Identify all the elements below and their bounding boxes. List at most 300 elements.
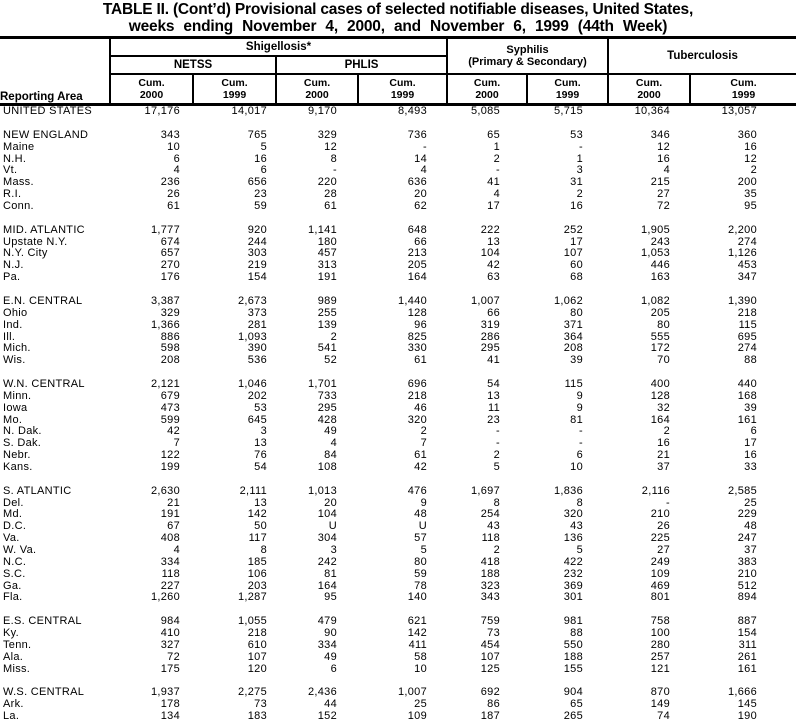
reporting-area-cell: MID. ATLANTIC bbox=[3, 224, 85, 236]
value-cell: 411 bbox=[408, 639, 427, 651]
value-cell: 208 bbox=[160, 355, 180, 367]
value-cell: 257 bbox=[650, 651, 671, 663]
value-cell: 61 bbox=[414, 450, 427, 462]
value-cell: 121 bbox=[650, 663, 671, 675]
value-cell: - bbox=[496, 438, 500, 450]
value-cell: 1 bbox=[493, 141, 500, 153]
reporting-area-cell: Ind. bbox=[3, 319, 23, 331]
value-cell: 6 bbox=[260, 165, 267, 177]
value-cell: 12 bbox=[324, 141, 337, 153]
value-cell: 218 bbox=[247, 628, 267, 640]
value-cell: 7 bbox=[173, 438, 180, 450]
reporting-area-cell: Tenn. bbox=[3, 639, 32, 651]
value-cell: 142 bbox=[407, 628, 427, 640]
value-cell: - bbox=[496, 426, 500, 438]
value-cell: 555 bbox=[650, 331, 671, 343]
value-cell: 656 bbox=[247, 177, 267, 189]
value-cell: 9 bbox=[420, 497, 427, 509]
value-cell: 304 bbox=[317, 533, 337, 545]
value-cell: 142 bbox=[247, 509, 267, 521]
value-cell: 280 bbox=[650, 639, 671, 651]
reporting-area-cell: E.N. CENTRAL bbox=[3, 295, 83, 307]
reporting-area-cell: W.S. CENTRAL bbox=[3, 687, 85, 699]
value-cell: 161 bbox=[737, 663, 758, 675]
value-cell: 346 bbox=[650, 129, 671, 141]
value-cell: 16 bbox=[744, 141, 758, 153]
value-cell: 334 bbox=[317, 639, 337, 651]
table-row bbox=[0, 154, 796, 166]
value-cell: 17 bbox=[744, 438, 758, 450]
value-cell: 3 bbox=[576, 165, 584, 177]
value-cell: 247 bbox=[737, 533, 758, 545]
table-row bbox=[0, 260, 796, 272]
value-cell: 2 bbox=[420, 426, 427, 438]
reporting-area-cell: Iowa bbox=[3, 402, 28, 414]
value-cell: 218 bbox=[407, 390, 427, 402]
value-cell: 2 bbox=[330, 331, 337, 343]
value-cell: 42 bbox=[487, 260, 500, 272]
value-cell: 313 bbox=[317, 260, 337, 272]
cum-year-header-1: Cum. 2000 bbox=[110, 74, 193, 105]
table-row bbox=[0, 545, 796, 557]
value-cell: 149 bbox=[650, 699, 671, 711]
table-row bbox=[0, 628, 796, 640]
value-cell: 10,364 bbox=[634, 105, 671, 117]
value-cell: 1,013 bbox=[307, 485, 337, 497]
value-cell: U bbox=[328, 521, 337, 533]
value-cell: 270 bbox=[160, 260, 180, 272]
value-cell: 188 bbox=[563, 651, 584, 663]
value-cell: 2,673 bbox=[237, 295, 267, 307]
value-cell: 920 bbox=[247, 224, 267, 236]
value-cell: 16 bbox=[744, 450, 758, 462]
table-row bbox=[0, 248, 796, 260]
value-cell: 758 bbox=[650, 616, 671, 628]
value-cell: 989 bbox=[317, 295, 337, 307]
reporting-area-cell: Ill. bbox=[3, 331, 16, 343]
value-cell: 2 bbox=[750, 165, 758, 177]
table-row bbox=[0, 355, 796, 367]
value-cell: 1,260 bbox=[150, 592, 180, 604]
value-cell: 5 bbox=[420, 545, 427, 556]
value-cell: 152 bbox=[317, 711, 337, 723]
value-cell: 205 bbox=[650, 307, 671, 319]
value-cell: 128 bbox=[650, 390, 671, 402]
value-cell: 73 bbox=[487, 628, 500, 640]
value-cell: 37 bbox=[657, 461, 671, 473]
reporting-area-cell: Del. bbox=[3, 497, 24, 509]
value-cell: 222 bbox=[480, 224, 500, 236]
value-cell: 210 bbox=[650, 509, 671, 521]
section-gap bbox=[0, 604, 796, 616]
value-cell: 25 bbox=[744, 497, 758, 509]
reporting-area-cell: S. Dak. bbox=[3, 438, 42, 450]
value-cell: 2,121 bbox=[150, 379, 180, 391]
value-cell: 229 bbox=[737, 509, 758, 521]
value-cell: 8 bbox=[330, 153, 337, 165]
table-row bbox=[0, 652, 796, 664]
value-cell: 67 bbox=[167, 521, 180, 533]
value-cell: 9 bbox=[576, 402, 584, 414]
value-cell: 981 bbox=[563, 616, 584, 628]
value-cell: 199 bbox=[160, 461, 180, 473]
value-cell: 4 bbox=[330, 438, 337, 450]
value-cell: 4 bbox=[663, 165, 671, 177]
page-title-line2: weeks ending November 4, 2000, and November 6, 1999 (44th Week) bbox=[128, 18, 668, 35]
syphilis-label-line1: Syphilis bbox=[506, 43, 549, 56]
value-cell: 33 bbox=[744, 461, 758, 473]
value-cell: 80 bbox=[414, 556, 427, 568]
value-cell: 21 bbox=[657, 450, 671, 462]
reporting-area-header: Reporting Area bbox=[0, 38, 110, 105]
reporting-area-cell: N.Y. City bbox=[3, 248, 48, 260]
value-cell: 41 bbox=[487, 355, 500, 367]
table-row bbox=[0, 581, 796, 593]
value-cell: 536 bbox=[247, 355, 267, 367]
value-cell: 21 bbox=[167, 497, 180, 509]
value-cell: 2,200 bbox=[727, 224, 758, 236]
value-cell: 7 bbox=[420, 438, 427, 450]
value-cell: 20 bbox=[414, 189, 427, 201]
value-cell: 1,697 bbox=[470, 485, 500, 497]
value-cell: 733 bbox=[317, 390, 337, 402]
value-cell: 122 bbox=[160, 450, 180, 462]
value-cell: 320 bbox=[563, 509, 584, 521]
value-cell: 1,093 bbox=[237, 331, 267, 343]
value-cell: 107 bbox=[480, 651, 500, 663]
value-cell: 1,007 bbox=[470, 295, 500, 307]
value-cell: 96 bbox=[414, 319, 427, 331]
value-cell: 454 bbox=[480, 639, 500, 651]
value-cell: - bbox=[666, 497, 671, 509]
reporting-area-cell: Ala. bbox=[3, 651, 24, 663]
value-cell: 8 bbox=[493, 497, 500, 509]
page-title bbox=[0, 0, 796, 35]
value-cell: - bbox=[579, 426, 584, 438]
value-cell: 118 bbox=[161, 568, 180, 580]
value-cell: 295 bbox=[317, 402, 337, 414]
value-cell: 35 bbox=[744, 189, 758, 201]
value-cell: 61 bbox=[167, 200, 180, 212]
value-cell: 43 bbox=[487, 521, 500, 533]
table-row bbox=[0, 165, 796, 177]
value-cell: 72 bbox=[657, 200, 671, 212]
reporting-area-cell: Ga. bbox=[3, 580, 22, 592]
value-cell: 215 bbox=[650, 177, 671, 189]
value-cell: 2,630 bbox=[150, 485, 180, 497]
value-cell: 327 bbox=[160, 639, 180, 651]
value-cell: 95 bbox=[324, 592, 337, 604]
cum-year-header-8: Cum. 1999 bbox=[690, 74, 796, 105]
value-cell: 232 bbox=[563, 568, 584, 580]
table-row bbox=[0, 711, 796, 723]
value-cell: 1,062 bbox=[553, 295, 584, 307]
value-cell: - bbox=[333, 165, 337, 177]
value-cell: 2,111 bbox=[239, 485, 267, 497]
value-cell: 319 bbox=[480, 319, 500, 331]
value-cell: 440 bbox=[737, 379, 758, 391]
value-cell: 1,666 bbox=[727, 687, 758, 699]
value-cell: 42 bbox=[414, 461, 427, 473]
value-cell: 1,905 bbox=[640, 224, 671, 236]
value-cell: - bbox=[496, 165, 500, 177]
value-cell: 2 bbox=[493, 450, 500, 462]
value-cell: 4 bbox=[420, 165, 427, 177]
value-cell: 2,275 bbox=[237, 687, 267, 699]
value-cell: 2,116 bbox=[641, 485, 671, 497]
value-cell: 512 bbox=[737, 580, 758, 592]
value-cell: 736 bbox=[407, 129, 427, 141]
cum-year-header-4: Cum. 1999 bbox=[358, 74, 447, 105]
value-cell: 210 bbox=[737, 568, 758, 580]
value-cell: 323 bbox=[480, 580, 500, 592]
value-cell: 200 bbox=[737, 177, 758, 189]
tuberculosis-group-header: Tuberculosis bbox=[608, 38, 796, 75]
section-gap bbox=[0, 118, 796, 130]
reporting-area-cell: La. bbox=[3, 711, 20, 723]
reporting-area-cell: W. Va. bbox=[3, 545, 37, 556]
table-row bbox=[0, 498, 796, 510]
value-cell: 422 bbox=[563, 556, 584, 568]
table-row bbox=[0, 533, 796, 545]
value-cell: 2 bbox=[663, 426, 671, 438]
value-cell: 9 bbox=[576, 390, 584, 402]
table-row bbox=[0, 391, 796, 403]
reporting-area-cell: Conn. bbox=[3, 200, 34, 212]
value-cell: 203 bbox=[247, 580, 267, 592]
value-cell: 60 bbox=[570, 260, 584, 272]
value-cell: 68 bbox=[570, 272, 584, 284]
value-cell: 20 bbox=[324, 497, 337, 509]
table-row bbox=[0, 687, 796, 699]
value-cell: 1,390 bbox=[727, 295, 758, 307]
value-cell: 225 bbox=[650, 533, 671, 545]
table-row bbox=[0, 450, 796, 462]
value-cell: 164 bbox=[407, 272, 427, 284]
reporting-area-cell: NEW ENGLAND bbox=[3, 129, 89, 141]
value-cell: - bbox=[423, 141, 427, 153]
value-cell: 16 bbox=[657, 153, 671, 165]
value-cell: 254 bbox=[480, 509, 500, 521]
value-cell: 117 bbox=[248, 533, 267, 545]
reporting-area-cell: Fla. bbox=[3, 592, 23, 604]
value-cell: 303 bbox=[247, 248, 267, 260]
value-cell: 74 bbox=[657, 711, 671, 723]
value-cell: 2,585 bbox=[727, 485, 758, 497]
value-cell: 28 bbox=[324, 189, 337, 201]
value-cell: 610 bbox=[247, 639, 267, 651]
value-cell: 63 bbox=[487, 272, 500, 284]
value-cell: 904 bbox=[563, 687, 584, 699]
value-cell: 26 bbox=[167, 189, 180, 201]
value-cell: 2 bbox=[576, 189, 584, 201]
value-cell: 894 bbox=[737, 592, 758, 604]
value-cell: 26 bbox=[657, 521, 671, 533]
value-cell: 1,777 bbox=[150, 224, 180, 236]
value-cell: 1,082 bbox=[640, 295, 671, 307]
value-cell: 183 bbox=[247, 711, 267, 723]
value-cell: 43 bbox=[570, 521, 584, 533]
value-cell: 17 bbox=[570, 236, 584, 248]
value-cell: 1,053 bbox=[640, 248, 671, 260]
cum-year-header-2: Cum. 1999 bbox=[193, 74, 276, 105]
value-cell: 163 bbox=[650, 272, 671, 284]
value-cell: 825 bbox=[407, 331, 427, 343]
value-cell: 301 bbox=[563, 592, 584, 604]
reporting-area-cell: S.C. bbox=[3, 568, 26, 580]
value-cell: 390 bbox=[247, 343, 267, 355]
value-cell: 242 bbox=[317, 556, 337, 568]
value-cell: 1,937 bbox=[150, 687, 180, 699]
value-cell: 12 bbox=[657, 141, 671, 153]
value-cell: 334 bbox=[160, 556, 180, 568]
value-cell: 73 bbox=[254, 699, 267, 711]
section-gap bbox=[0, 213, 796, 225]
reporting-area-cell: Nebr. bbox=[3, 450, 31, 462]
value-cell: 164 bbox=[650, 414, 671, 426]
value-cell: 86 bbox=[487, 699, 500, 711]
value-cell: 58 bbox=[414, 651, 427, 663]
value-cell: 479 bbox=[317, 616, 337, 628]
value-cell: 218 bbox=[737, 307, 758, 319]
reporting-area-cell: N. Dak. bbox=[3, 426, 42, 438]
value-cell: 191 bbox=[160, 509, 180, 521]
value-cell: 6 bbox=[173, 153, 180, 165]
page-title-line1: TABLE II. (Cont’d) Provisional cases of selected notifiable diseases, United States, bbox=[102, 1, 694, 18]
value-cell: 5,715 bbox=[553, 105, 584, 117]
value-cell: 2,436 bbox=[307, 687, 337, 699]
value-cell: 1,366 bbox=[150, 319, 180, 331]
value-cell: 145 bbox=[737, 699, 758, 711]
value-cell: 50 bbox=[254, 521, 267, 533]
table-row bbox=[0, 201, 796, 213]
value-cell: 220 bbox=[317, 177, 337, 189]
value-cell: 4 bbox=[493, 189, 500, 201]
value-cell: 108 bbox=[317, 461, 337, 473]
value-cell: 1,836 bbox=[553, 485, 584, 497]
table-row bbox=[0, 509, 796, 521]
table-row bbox=[0, 379, 796, 391]
value-cell: 164 bbox=[317, 580, 337, 592]
value-cell: 109 bbox=[650, 568, 671, 580]
section-gap bbox=[0, 367, 796, 379]
value-cell: 330 bbox=[407, 343, 427, 355]
reporting-area-cell: Ky. bbox=[3, 628, 19, 640]
value-cell: 53 bbox=[254, 402, 267, 414]
value-cell: 107 bbox=[247, 651, 267, 663]
value-cell: 172 bbox=[650, 343, 671, 355]
value-cell: 473 bbox=[160, 402, 180, 414]
value-cell: 281 bbox=[247, 319, 267, 331]
value-cell: 90 bbox=[324, 628, 337, 640]
value-cell: 208 bbox=[563, 343, 584, 355]
value-cell: 5 bbox=[576, 545, 584, 556]
value-cell: 81 bbox=[570, 414, 584, 426]
value-cell: 41 bbox=[487, 177, 500, 189]
notifiable-diseases-table bbox=[0, 36, 796, 723]
table-row bbox=[0, 699, 796, 711]
reporting-area-cell: E.S. CENTRAL bbox=[3, 616, 82, 628]
value-cell: 383 bbox=[737, 556, 758, 568]
value-cell: 48 bbox=[744, 521, 758, 533]
value-cell: 369 bbox=[563, 580, 584, 592]
reporting-area-cell: Mass. bbox=[3, 177, 34, 189]
value-cell: 371 bbox=[563, 319, 584, 331]
section-gap bbox=[0, 474, 796, 486]
value-cell: 329 bbox=[317, 129, 337, 141]
value-cell: 801 bbox=[650, 592, 671, 604]
table-row bbox=[0, 521, 796, 533]
table-row bbox=[0, 616, 796, 628]
value-cell: 190 bbox=[737, 711, 758, 723]
value-cell: 39 bbox=[570, 355, 584, 367]
value-cell: 128 bbox=[407, 307, 427, 319]
value-cell: 3 bbox=[260, 426, 267, 438]
table-row bbox=[0, 272, 796, 284]
reporting-area-cell: D.C. bbox=[3, 521, 27, 533]
value-cell: 636 bbox=[407, 177, 427, 189]
value-cell: 10 bbox=[414, 663, 427, 675]
value-cell: 4 bbox=[173, 165, 180, 177]
value-cell: 118 bbox=[481, 533, 500, 545]
value-cell: 16 bbox=[657, 438, 671, 450]
table-row bbox=[0, 640, 796, 652]
value-cell: 61 bbox=[324, 200, 337, 212]
value-cell: 645 bbox=[247, 414, 267, 426]
table-row bbox=[0, 415, 796, 427]
value-cell: 80 bbox=[570, 307, 584, 319]
reporting-area-cell: Wis. bbox=[3, 355, 26, 367]
table-row bbox=[0, 308, 796, 320]
value-cell: 648 bbox=[407, 224, 427, 236]
value-cell: 54 bbox=[487, 379, 500, 391]
value-cell: 6 bbox=[576, 450, 584, 462]
value-cell: 59 bbox=[254, 200, 267, 212]
value-cell: 674 bbox=[160, 236, 180, 248]
value-cell: 657 bbox=[160, 248, 180, 260]
value-cell: 5 bbox=[493, 461, 500, 473]
value-cell: 88 bbox=[570, 628, 584, 640]
value-cell: 5,085 bbox=[470, 105, 500, 117]
value-cell: 2 bbox=[493, 153, 500, 165]
value-cell: 1,701 bbox=[307, 379, 337, 391]
value-cell: U bbox=[418, 521, 427, 533]
value-cell: 10 bbox=[570, 461, 584, 473]
value-cell: 140 bbox=[407, 592, 427, 604]
value-cell: 84 bbox=[324, 450, 337, 462]
value-cell: 311 bbox=[738, 639, 758, 651]
section-gap bbox=[0, 675, 796, 687]
value-cell: 343 bbox=[160, 129, 180, 141]
value-cell: 65 bbox=[570, 699, 584, 711]
value-cell: 104 bbox=[480, 248, 500, 260]
value-cell: 400 bbox=[650, 379, 671, 391]
value-cell: 236 bbox=[160, 177, 180, 189]
value-cell: 191 bbox=[317, 272, 337, 284]
value-cell: 134 bbox=[160, 711, 180, 723]
table-row bbox=[0, 438, 796, 450]
value-cell: 154 bbox=[247, 272, 267, 284]
value-cell: 95 bbox=[744, 200, 758, 212]
value-cell: 23 bbox=[254, 189, 267, 201]
value-cell: 10 bbox=[167, 141, 180, 153]
value-cell: 887 bbox=[737, 616, 758, 628]
value-cell: 5 bbox=[260, 141, 267, 153]
reporting-area-cell: Pa. bbox=[3, 272, 21, 284]
value-cell: 187 bbox=[480, 711, 500, 723]
value-cell: 295 bbox=[480, 343, 500, 355]
value-cell: 104 bbox=[317, 509, 337, 521]
